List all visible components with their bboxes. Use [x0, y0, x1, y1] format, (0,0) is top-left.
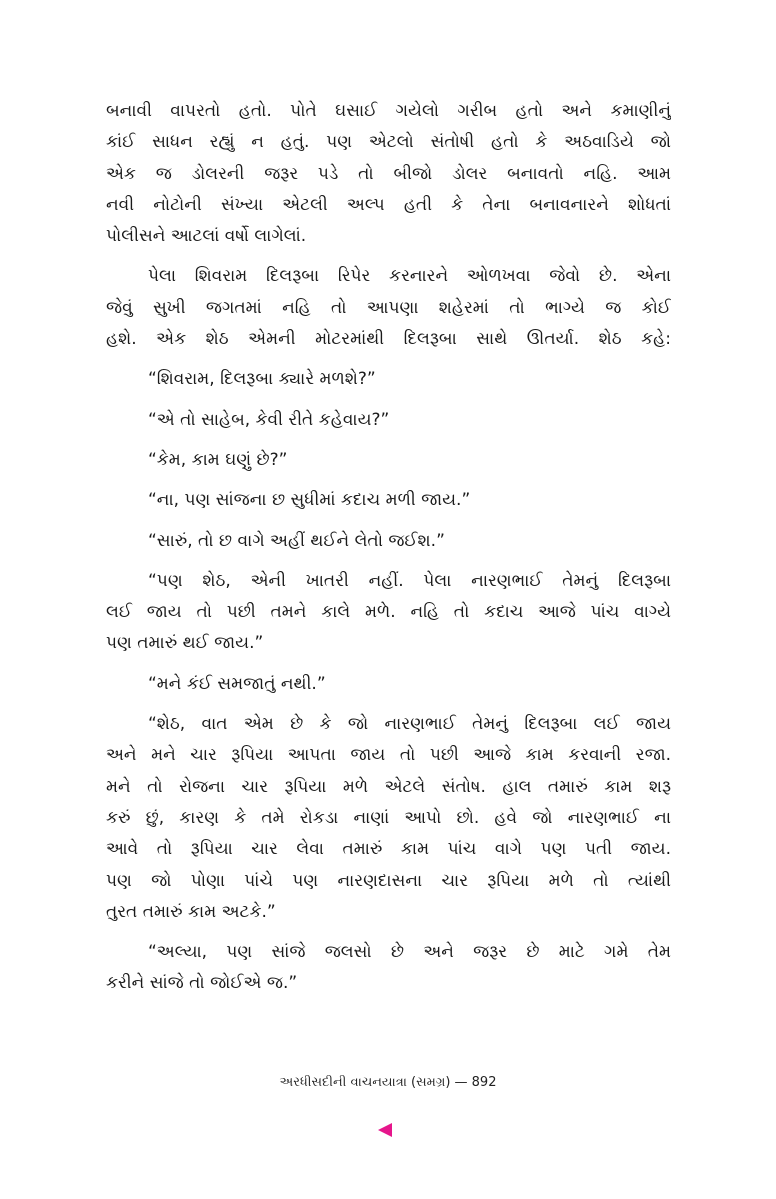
paragraph-line: જેવું સુખી જગતમાં નહિ તો આપણા શહેરમાં તો ભાગ્યે જ કોઈ — [106, 297, 671, 318]
dialogue-line: “કેમ, કામ ઘણું છે?” — [148, 449, 288, 470]
dialogue-line: “શેઠ, વાત એમ છે કે જો નારણભાઈ તેમનું દિલરૂબા લઈ જાય — [148, 714, 671, 735]
dialogue-line: લઈ જાય તો પછી તમને કાલે મળે. નહિ તો કદાચ આજે પાંચ વાગ્યે — [106, 602, 671, 623]
dialogue-line: “પણ શેઠ, એની ખાતરી નહીં. પેલા નારણભાઈ તેમનું દિલરૂબા — [148, 570, 671, 591]
dialogue-line: મને તો રોજના ચાર રૂપિયા મળે એટલે સંતોષ. હાલ તમારું કામ શરૂ — [106, 776, 671, 797]
dialogue-line: “ના, પણ સાંજના છ સુધીમાં કદાચ મળી જાય.” — [148, 490, 471, 511]
page-footer: અરધીસદીની વાચનયાત્રા (સમગ્ર) — 892 — [279, 1075, 497, 1090]
previous-page-arrow-icon[interactable] — [378, 1123, 392, 1137]
dialogue-line: “શિવરામ, દિલરૂબા ક્યારે મળશે?” — [148, 369, 376, 390]
dialogue-line: અને મને ચાર રૂપિયા આપતા જાય તો પછી આજે કામ કરવાની રજા. — [106, 745, 671, 766]
dialogue-line: “અલ્યા, પણ સાંજે જલસો છે અને જરૂર છે માટે ગમે તેમ — [148, 942, 671, 963]
paragraph-line: હશે. એક શેઠ એમની મોટરમાંથી દિલરૂબા સાથે ઊતર્યા. શેઠ કહે: — [106, 329, 671, 350]
dialogue-line: તુરત તમારું કામ અટકે.” — [106, 901, 276, 922]
paragraph-line: બનાવી વાપરતો હતો. પોતે ઘસાઈ ગયેલો ગરીબ હતો અને કમાણીનું — [106, 101, 671, 121]
dialogue-line: આવે તો રૂપિયા ચાર લેવા તમારું કામ પાંચ વાગે પણ પતી જાય. — [106, 839, 671, 860]
dialogue-line: પણ જો પોણા પાંચે પણ નારણદાસના ચાર રૂપિયા મળે તો ત્યાંથી — [106, 870, 671, 891]
dialogue-line: “એ તો સાહેબ, કેવી રીતે કહેવાય?” — [148, 409, 390, 430]
dialogue-line: પણ તમારું થઈ જાય.” — [106, 633, 264, 654]
dialogue-line: કરીને સાંજે તો જોઈએ જ.” — [106, 973, 298, 994]
dialogue-line: “મને કંઈ સમજાતું નથી.” — [148, 673, 326, 694]
dialogue-line: કરું છું, કારણ કે તમે રોકડા નાણાં આપો છો. હવે જો નારણભાઈ ના — [106, 807, 671, 828]
dialogue-line: “સારું, તો છ વાગે અહીં થઈને લેતો જઈશ.” — [148, 530, 445, 551]
paragraph-line: પેલા શિવરામ દિલરૂબા રિપેર કરનારને ઓળખવા જેવો છે. એના — [148, 266, 671, 287]
paragraph-line: પોલીસને આટલાં વર્ષો લાગેલાં. — [106, 226, 307, 247]
body-text — [106, 96, 671, 1000]
paragraph-line: એક જ ડોલરની જરૂર પડે તો બીજો ડોલર બનાવતો નહિ. આમ — [106, 163, 671, 184]
paragraph-line: નવી નોટોની સંખ્યા એટલી અલ્પ હતી કે તેના બનાવનારને શોધતાં — [106, 194, 671, 215]
paragraph-line: કાંઈ સાધન રહ્યું ન હતું. પણ એટલો સંતોષી હતો કે અઠવાડિયે જો — [106, 132, 671, 153]
